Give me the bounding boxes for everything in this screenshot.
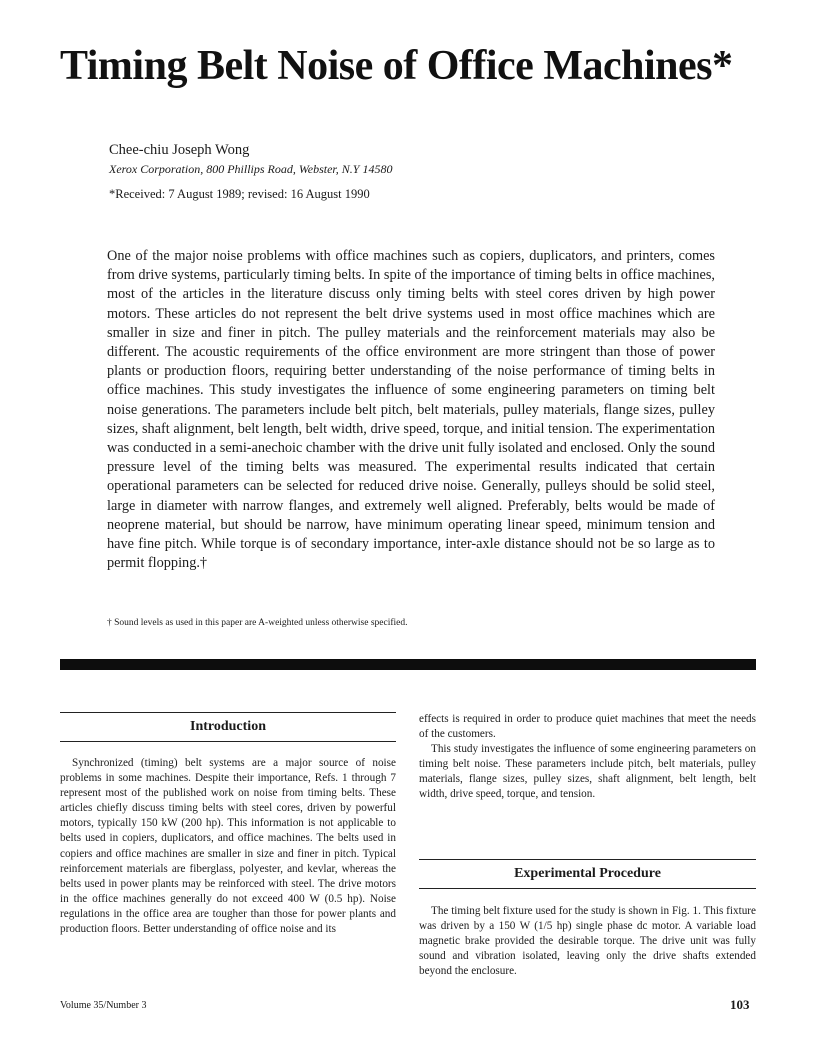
page-number: 103 [730,997,750,1012]
abstract: One of the major noise problems with office machines such as copiers, duplicators, and printers, comes from drive systems, particularly timing belts. In spite of the importance of timing belts in office machines, most of the articles in the literature discuss only timing belts with steel cores driven by high power motors. These articles do not represent the belt drive systems used in most office machines which are smaller in size and finer in pitch. The pulley materials and the reinforcement materials may also be different. The acoustic requirements of the office environment are more stringent than those of power plants or production floors, requiring better understanding of the noise performance of timing belts in office machines. This study investigates the influence of some engineering parameters on timing belt noise generations. The parameters include belt pitch, belt materials, pulley materials, flange sizes, pulley sizes, shaft alignment, belt length, belt width, drive speed, torque, and initial tension. The experimentation was conducted in a semi-anechoic chamber with the drive unit fully isolated and enclosed. Only the sound pressure level of the timing belts was measured. The experimental results indicated that certain operational parameters can be selected for reduced drive noise. Generally, pulleys should be solid steel, large in diameter with narrow flanges, and extremely well aligned. Preferably, belts would be made of neoprene material, but should be narrow, have minimum operating linear speed, minimum tension and have fine pitch. While torque is of secondary importance, inter-axle distance should not be so large as to permit flopping.† [107,248,715,572]
experimental-heading: Experimental Procedure [514,866,661,881]
footnote: † Sound levels as used in this paper are A-weighted unless otherwise specified. [107,618,408,628]
introduction-paragraph: Synchronized (timing) belt systems are a major source of noise problems in some machines. Despite their importance, Refs. 1 through 7 represent most of the published work on noise from timing belts. These articles chiefly discuss timing belts with steel cores, driven by powerful motors, typically 150 kW (200 hp). This information is not applicable to belts used in copiers, duplicators, and office machines. The belts used in copiers and office machines are smaller in size and finer in pitch. Typical reinforcement materials are fiberglass, polyester, and kevlar, whereas the belts used in power plants may be reinforced with steel. The drive motors in the office machines generally do not exceed 400 W (0.5 hp). Noise regulations in the office area are tougher than those for power plants and production floors. Better understanding of office noise and its [60,757,396,936]
introduction-body [60,756,396,937]
experimental-body [419,904,756,979]
section-divider-bar [60,659,756,670]
paper-title: Timing Belt Noise of Office Machines* [60,43,733,89]
right-column-text [419,712,756,803]
author-name: Chee-chiu Joseph Wong [109,142,250,158]
author-affiliation: Xerox Corporation, 800 Phillips Road, Webster, N.Y 14580 [109,162,393,176]
experimental-paragraph: The timing belt fixture used for the study is shown in Fig. 1. This fixture was driven by a 150 W (1/5 hp) single phase dc motor. A variable load magnetic brake provided the desirable torque. The drive unit was fully sound and vibration isolated, leaving only the drive shafts extended beyond the enclosure. [419,905,756,978]
introduction-heading: Introduction [190,719,266,734]
intro-continuation: effects is required in order to produce quiet machines that meet the needs of the customers. [419,713,756,741]
volume-number: Volume 35/Number 3 [60,1000,147,1011]
intro-rule-top [60,712,396,713]
intro-paragraph-2: This study investigates the influence of some engineering parameters on timing belt noise. These parameters include pitch, belt materials, pulley materials, flange sizes, pulley sizes, shaft alignment, belt length, belt width, drive speed, torque, and tension. [419,743,756,801]
received-dates: *Received: 7 August 1989; revised: 16 August 1990 [109,187,370,201]
intro-rule-bottom [60,741,396,742]
experimental-rule-top [419,859,756,860]
experimental-rule-bottom [419,888,756,889]
